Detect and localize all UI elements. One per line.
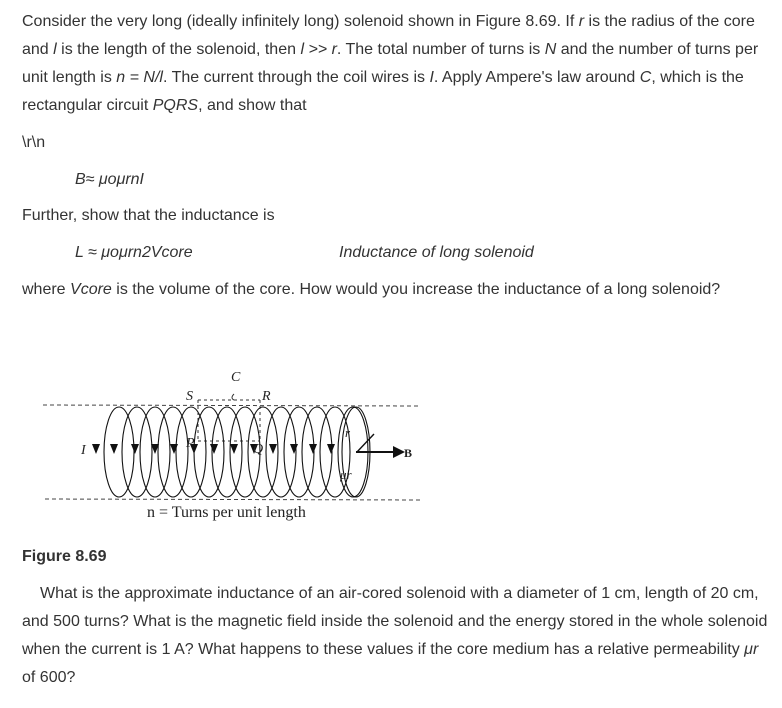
figure-caption: Figure 8.69	[22, 548, 107, 565]
label-mu-r: μr	[340, 467, 352, 482]
loop-c-bracket	[232, 394, 234, 400]
label-r: R	[262, 389, 271, 404]
inductance-equation-label: Inductance of long solenoid	[339, 244, 534, 261]
inductance-prompt: Further, show that the inductance is	[22, 207, 275, 224]
current-arrows	[92, 444, 335, 454]
label-c: C	[231, 370, 241, 385]
vcore-paragraph: where Vcore is the volume of the core. How would you increase the inductance of a long solenoid?	[22, 281, 721, 298]
label-p: P	[186, 436, 195, 451]
magnetic-field-equation: B≈ μoμrnI	[75, 171, 144, 188]
label-radius: r	[345, 425, 351, 440]
label-q: Q	[253, 442, 264, 457]
amperian-loop-pqrs	[198, 400, 260, 441]
solenoid-coil	[104, 407, 370, 497]
core-top-dashed-line	[43, 405, 420, 406]
label-turns-per-unit-length: n = Turns per unit length	[147, 504, 306, 521]
question-paragraph: What is the approximate inductance of an air-cored solenoid with a diameter of 1 cm, length of 20 cm, and 500 turns? What is the magnetic field inside the solenoid and the energy stored in the whole solenoid when the current is 1 A? What happens to these values if the core medium has a relative permeability μr of 600?	[22, 585, 768, 686]
solenoid-figure	[40, 362, 430, 528]
label-b: B	[404, 446, 413, 460]
inductance-equation: L ≈ μoμrn2Vcore	[75, 244, 193, 261]
problem-intro-paragraph: Consider the very long (ideally infinitely long) solenoid shown in Figure 8.69. If r is the radius of the core and l is the length of the solenoid, then l >> r. The total number of turns is N and the number of turns per unit length is n = N/l. The current through the coil wires is I. Apply Ampere's law around C, which is the rectangular circuit PQRS, and show that	[22, 13, 759, 114]
escape-sequence-text: \r\n	[22, 134, 46, 151]
label-s: S	[186, 389, 193, 404]
radius-line	[357, 434, 374, 452]
core-bottom-dashed-line	[45, 499, 422, 500]
label-i: I	[81, 443, 86, 458]
